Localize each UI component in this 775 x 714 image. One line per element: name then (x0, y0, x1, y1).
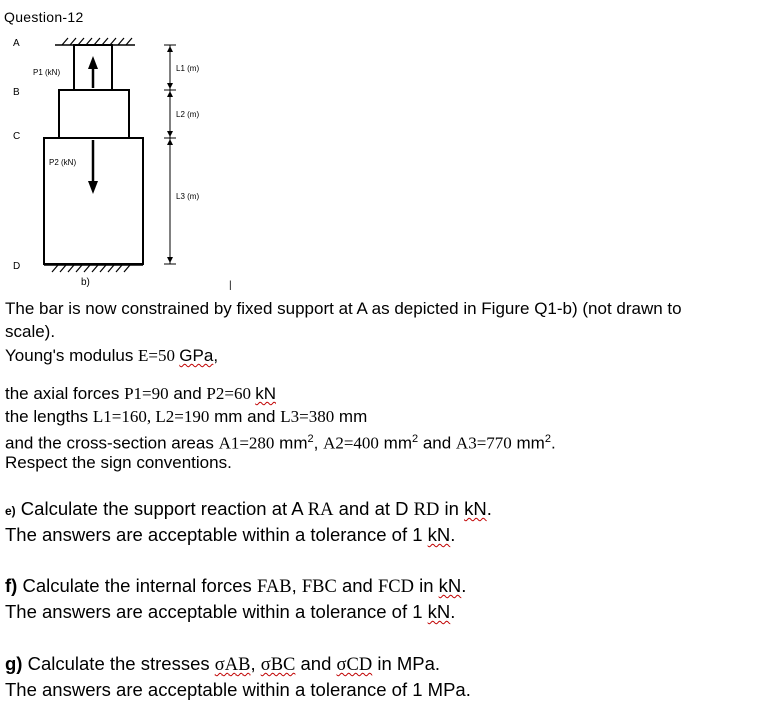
figure-caption: b) (81, 277, 90, 288)
areas-sep: , (313, 433, 324, 453)
part-f-unit: kN (438, 575, 462, 596)
part-f-fbc: FBC (301, 577, 337, 597)
part-e-text-1: Calculate the support reaction at A (15, 498, 308, 519)
part-g-question (5, 651, 440, 678)
part-e-rd: RD (413, 500, 440, 520)
lengths-l3: L3=380 (280, 407, 335, 426)
lengths-line (5, 405, 367, 428)
areas-unit-1: mm (274, 433, 308, 453)
areas-sup-1: 2 (307, 433, 314, 445)
node-b-label: B (13, 87, 20, 98)
top-support-hatch (62, 38, 132, 45)
l1-label: L1 (m) (176, 64, 200, 73)
part-g-text-3: in MPa. (372, 653, 441, 674)
question-title: Question-12 (4, 9, 84, 25)
part-f-sep: , (291, 575, 302, 596)
part-e-tolerance (5, 522, 455, 548)
node-d-label: D (13, 261, 21, 272)
forces-mid: and (168, 384, 207, 403)
p1-label: P1 (kN) (33, 68, 61, 77)
part-e-tolerance-unit: kN (427, 524, 451, 545)
youngs-equation: E=50 (138, 346, 180, 365)
text-cursor: | (229, 280, 232, 291)
part-e-tolerance-text: The answers are acceptable within a tolerance of 1 (5, 524, 428, 545)
areas-sup-2: 2 (411, 433, 419, 445)
areas-unit-3: mm (511, 433, 545, 453)
p2-label: P2 (kN) (49, 158, 77, 167)
part-e-tolerance-end: . (450, 524, 456, 545)
part-e-ra: RA (307, 500, 334, 520)
part-f-end: . (461, 575, 467, 596)
part-e-letter: e) (5, 504, 16, 518)
part-g-tolerance: The answers are acceptable within a tolerance of 1 MPa. (5, 679, 471, 700)
areas-end: . (550, 433, 556, 453)
lengths-unit: mm (334, 407, 368, 426)
part-f-fab: FAB (256, 577, 292, 597)
node-c-label: C (13, 131, 21, 142)
part-g-sigma-ab: σAB (214, 655, 251, 675)
areas-mid: and (418, 433, 456, 453)
areas-unit-2: mm (378, 433, 412, 453)
areas-a1: A1=280 (218, 433, 275, 453)
bar-figure (0, 0, 775, 300)
node-a-label: A (13, 38, 20, 49)
l3-label: L3 (m) (176, 192, 200, 201)
areas-prefix: and the cross-section areas (5, 433, 219, 453)
part-f-letter: f) (5, 575, 18, 596)
part-f-tolerance-end: . (450, 601, 456, 622)
intro-line-2: scale). (5, 322, 56, 341)
areas-a3: A3=770 (455, 433, 512, 453)
part-f-tolerance-unit: kN (427, 601, 451, 622)
youngs-modulus-line (5, 344, 218, 367)
part-e-unit: kN (464, 498, 487, 519)
part-f-text-3: in (413, 575, 439, 596)
youngs-unit: GPa (179, 346, 214, 365)
part-f-question (5, 573, 466, 600)
part-f-tolerance (5, 599, 455, 625)
areas-sup-3: 2 (544, 433, 551, 445)
part-g-sep: , (250, 653, 261, 674)
part-g-letter: g) (5, 653, 23, 674)
part-e-text-2: and at D (333, 498, 414, 519)
part-e-end: . (486, 498, 492, 519)
part-f-text-2: and (336, 575, 378, 596)
lengths-prefix: the lengths (5, 407, 93, 426)
part-e-question (5, 496, 492, 524)
forces-line (5, 382, 276, 405)
sign-conventions: Respect the sign conventions. (5, 453, 232, 472)
forces-p1: P1=90 (124, 384, 169, 403)
lengths-l1-l2: L1=160, L2=190 (92, 407, 210, 426)
areas-a2: A2=400 (323, 433, 379, 453)
segment-bc (59, 90, 129, 138)
youngs-prefix: Young's modulus (5, 346, 139, 365)
part-e-text-3: in (439, 498, 465, 519)
part-f-text-1: Calculate the internal forces (17, 575, 257, 596)
part-g-sigma-bc: σBC (260, 655, 296, 675)
part-g-text-2: and (295, 653, 337, 674)
forces-prefix: the axial forces (5, 384, 125, 403)
l2-label: L2 (m) (176, 110, 200, 119)
part-g-sigma-cd: σCD (336, 655, 373, 675)
bottom-support-hatch (52, 265, 130, 272)
part-g-text-1: Calculate the stresses (22, 653, 215, 674)
forces-unit: kN (255, 384, 276, 403)
part-f-fcd: FCD (377, 577, 414, 597)
intro-line-1: The bar is now constrained by fixed support at A as depicted in Figure Q1-b) (not drawn to (5, 299, 682, 318)
forces-p2: P2=60 (206, 384, 256, 403)
youngs-suffix: , (213, 346, 219, 365)
lengths-mid: mm and (209, 407, 281, 426)
part-f-tolerance-text: The answers are acceptable within a tolerance of 1 (5, 601, 428, 622)
